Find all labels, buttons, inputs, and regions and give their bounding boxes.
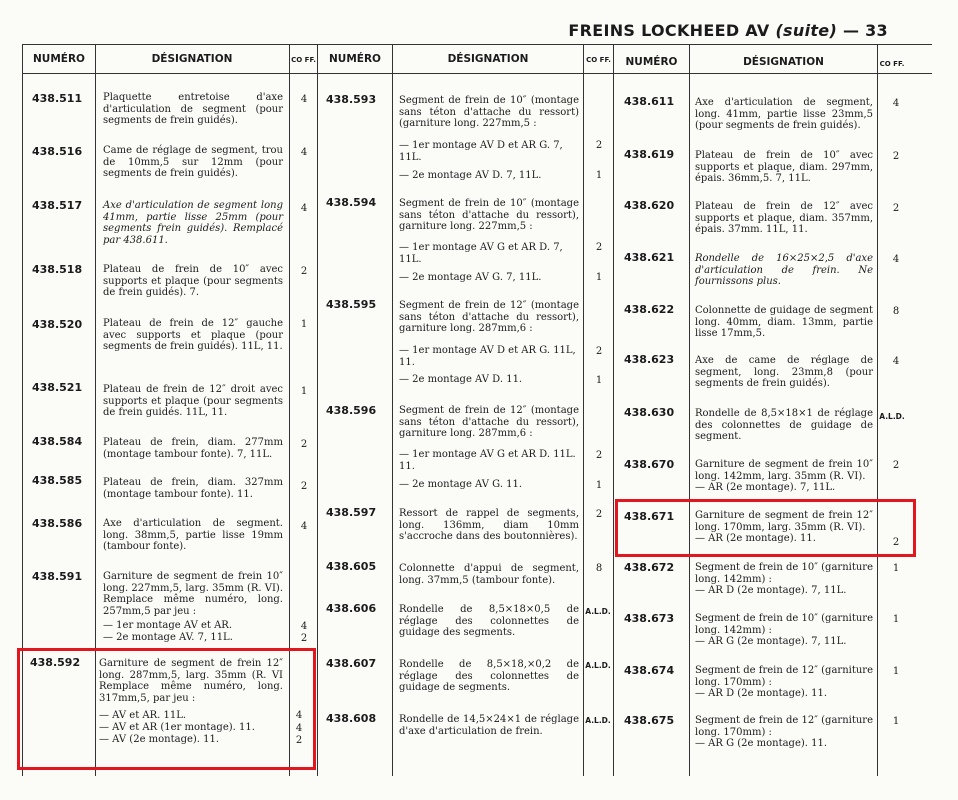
part-sub-line: — 2e montage AV G. 11.	[399, 479, 523, 490]
part-number: 438.516	[32, 145, 83, 158]
part-number: 438.619	[624, 148, 675, 161]
part-coef: 4	[892, 356, 900, 367]
part-coef: A.L.D.	[879, 412, 905, 421]
col3-numero-header: NUMÉRO	[625, 56, 678, 68]
part-coef: 2	[595, 509, 603, 520]
part-description: Plateau de frein, diam. 327mm (montage tambour fonte). 11.	[103, 477, 283, 500]
part-description: Colonnette de guidage de segment long. 40mm, diam. 13mm, partie lisse 17mm,5.	[695, 305, 873, 339]
part-description: Rondelle de 14,5×24×1 de réglage d'axe d'articulation de frein.	[399, 714, 579, 737]
part-number: 438.620	[624, 199, 675, 212]
part-coef: A.L.D.	[585, 607, 611, 616]
part-number: 438.584	[32, 435, 83, 448]
part-coef: 1	[595, 272, 603, 283]
page-title-suite: (suite)	[775, 21, 838, 40]
part-number: 438.518	[32, 263, 83, 276]
part-description: Plateau de frein de 10″ avec supports et plaque, diam. 297mm, épais. 36mm,5. 7, 11L.	[695, 150, 873, 184]
part-sub-line: — 2e montage AV G. 7, 11L.	[399, 272, 542, 283]
part-number: 438.591	[32, 570, 83, 583]
part-coef: 2	[300, 481, 308, 492]
part-description: Segment de frein de 12″ (montage sans téton d'attache du ressort), garniture long. 287mm,6 :	[399, 405, 579, 439]
part-coef: 2	[300, 266, 308, 277]
part-coef: 2	[892, 537, 900, 548]
part-description: Axe d'articulation de segment. long. 38mm,5, partie lisse 19mm (tambour fonte).	[103, 518, 283, 552]
part-number: 438.621	[624, 251, 675, 264]
part-coef: 2	[892, 460, 900, 471]
part-coef: 1	[892, 563, 900, 574]
part-coef: 2	[595, 140, 603, 151]
part-sub-line: — AV (2e montage). 11.	[99, 734, 220, 745]
part-coef: 1	[300, 386, 308, 397]
part-description: Segment de frein de 10″ (montage sans téton d'attache du ressort), garniture long. 227mm,5 :	[399, 198, 579, 232]
part-description: Axe d'articulation de segment, long. 41mm, partie lisse 23mm,5 (pour segments de frein guidés).	[695, 97, 873, 131]
part-description: Plateau de frein de 10″ avec supports et plaque (pour segments de frein guidés). 7.	[103, 264, 283, 298]
part-coef: 4	[892, 98, 900, 109]
part-description: Plateau de frein de 12″ gauche avec supports et plaque (pour segments de frein guidés). 11L, 11.	[103, 318, 283, 352]
part-coef: A.L.D.	[585, 716, 611, 725]
part-number: 438.630	[624, 406, 675, 419]
part-number: 438.586	[32, 517, 83, 530]
col2-designation-header: DÉSIGNATION	[447, 53, 529, 65]
part-number: 438.670	[624, 458, 675, 471]
col1-designation-header: DÉSIGNATION	[151, 53, 233, 65]
part-number: 438.585	[32, 474, 83, 487]
col3-designation-header: DÉSIGNATION	[743, 56, 824, 68]
part-coef: A.L.D.	[585, 661, 611, 670]
part-coef: 1	[892, 666, 900, 677]
part-number: 438.593	[326, 93, 377, 106]
part-sub-line: — AR G (2e montage). 7, 11L.	[695, 636, 847, 647]
part-description: Rondelle de 8,5×18×1 de réglage des colonnettes de guidage de segment.	[695, 408, 873, 442]
part-coef: 2	[595, 450, 603, 461]
part-number: 438.517	[32, 199, 83, 212]
part-coef: 4	[295, 710, 303, 721]
part-coef: 2	[300, 633, 308, 644]
part-description: Axe d'articulation de segment long 41mm, partie lisse 25mm (pour segments frein guidés). Remplacé par 438.611.	[103, 200, 283, 246]
part-description: Colonnette d'appui de segment, long. 37mm,5 (tambour fonte).	[399, 563, 579, 586]
part-sub-line: — 1er montage AV D et AR G. 7, 11L.	[399, 140, 563, 163]
part-description: Garniture de segment de frein 10″ long. 227mm,5, larg. 35mm (R. VI). Remplace même numéro, long. 257mm,5 par jeu :	[103, 571, 283, 617]
part-sub-line: — 2e montage AV. 7, 11L.	[103, 632, 233, 643]
part-coef: 4	[295, 723, 303, 734]
part-number: 438.623	[624, 353, 675, 366]
part-coef: 1	[300, 319, 308, 330]
col-border	[689, 44, 690, 776]
part-number: 438.605	[326, 560, 377, 573]
part-description: Garniture de segment de frein 10″ long. 142mm, larg. 35mm (R. VI).	[695, 459, 873, 482]
part-coef: 2	[300, 439, 308, 450]
part-coef: 2	[892, 151, 900, 162]
part-description: Segment de frein de 12″ (montage sans téton d'attache du ressort), garniture long. 287mm,6 :	[399, 300, 579, 334]
part-description: Segment de frein de 10″ (garniture long. 142mm) :	[695, 562, 873, 585]
part-number: 438.672	[624, 561, 675, 574]
part-description: Plaquette entretoise d'axe d'articulation de segment (pour segments de frein guidés).	[103, 92, 283, 126]
part-sub-line: — 2e montage AV D. 11.	[399, 374, 523, 385]
part-coef: 4	[892, 254, 900, 265]
part-coef: 2	[295, 735, 303, 746]
part-description: Plateau de frein, diam. 277mm (montage tambour fonte). 7, 11L.	[103, 437, 283, 460]
part-number: 438.520	[32, 318, 83, 331]
part-description: Plateau de frein de 12″ droit avec supports et plaque (pour segments de frein guidés. 11L, 11.	[103, 384, 283, 418]
part-sub-line: — AR D (2e montage). 7, 11L.	[695, 585, 847, 596]
part-coef: 2	[595, 346, 603, 357]
part-description: Plateau de frein de 12″ avec supports et plaque, diam. 357mm, épais. 37mm. 11L, 11.	[695, 201, 873, 235]
part-coef: 4	[300, 203, 308, 214]
col-border	[613, 44, 614, 776]
part-description: Garniture de segment de frein 12″ long. 170mm, larg. 35mm (R. VI).	[695, 510, 873, 533]
part-description: Rondelle de 8,5×18×0,5 de réglage des colonnettes de guidage des segments.	[399, 604, 579, 638]
part-sub-line: — AV et AR. 11L.	[99, 710, 187, 721]
part-coef: 2	[892, 203, 900, 214]
part-description: Garniture de segment de frein 12″ long. 287mm,5, larg. 35mm (R. VI Remplace même numéro, long. 317mm,5, par jeu :	[99, 658, 283, 704]
part-description: Segment de frein de 12″ (garniture long. 170mm) :	[695, 665, 873, 688]
part-number: 438.674	[624, 664, 675, 677]
page-title: FREINS LOCKHEED AV	[568, 21, 770, 40]
table-top-border	[22, 44, 932, 45]
part-sub-line: — AR (2e montage). 7, 11L.	[695, 482, 836, 493]
col-border	[392, 44, 393, 776]
part-sub-line: — 1er montage AV D et AR G. 11L, 11.	[399, 345, 576, 368]
part-sub-line: — 1er montage AV et AR.	[103, 620, 233, 631]
part-number: 438.521	[32, 381, 83, 394]
part-number: 438.607	[326, 657, 377, 670]
part-coef: 4	[300, 521, 308, 532]
part-coef: 1	[892, 716, 900, 727]
col2-coef-header: CO FF.	[586, 56, 611, 64]
highlight-box-438-671	[615, 499, 916, 557]
part-number: 438.675	[624, 714, 675, 727]
part-sub-line: — AR D (2e montage). 11.	[695, 688, 828, 699]
col3-coef-header: CO FF.	[879, 60, 905, 68]
part-coef: 8	[595, 563, 603, 574]
page-sep: —	[842, 21, 860, 40]
part-sub-line: — 2e montage AV D. 7, 11L.	[399, 170, 542, 181]
part-coef: 4	[300, 94, 308, 105]
header-bottom-border	[22, 73, 932, 74]
highlight-box-438-592	[17, 648, 316, 770]
col1-numero-header: NUMÉRO	[33, 53, 85, 65]
part-description: Rondelle de 16×25×2,5 d'axe d'articulation de frein. Ne fournissons plus.	[695, 253, 873, 287]
page-header	[568, 21, 888, 40]
part-number: 438.595	[326, 298, 377, 311]
col2-numero-header: NUMÉRO	[329, 53, 381, 65]
part-number: 438.606	[326, 602, 377, 615]
part-number: 438.608	[326, 712, 377, 725]
part-description: Came de réglage de segment, trou de 10mm,5 sur 12mm (pour segments de frein guidés).	[103, 145, 283, 179]
part-description: Segment de frein de 10″ (montage sans téton d'attache du ressort) (garniture long. 227mm,5 :	[399, 95, 579, 129]
part-coef: 4	[300, 147, 308, 158]
col1-coef-header: CO FF.	[291, 56, 316, 64]
part-number: 438.594	[326, 196, 377, 209]
part-coef: 4	[300, 621, 308, 632]
part-number: 438.622	[624, 303, 675, 316]
part-coef: 1	[595, 480, 603, 491]
part-coef: 8	[892, 306, 900, 317]
part-sub-line: — 1er montage AV G et AR D. 7, 11L.	[399, 242, 563, 265]
part-description: Rondelle de 8,5×18,×0,2 de réglage des colonnettes de guidage de segments.	[399, 659, 579, 693]
part-sub-line: — AR (2e montage). 11.	[695, 533, 816, 544]
part-coef: 1	[892, 614, 900, 625]
part-description: Segment de frein de 10″ (garniture long. 142mm) :	[695, 613, 873, 636]
part-number: 438.592	[30, 656, 81, 669]
part-number: 438.671	[624, 510, 675, 523]
page-number: 33	[865, 21, 888, 40]
part-number: 438.611	[624, 95, 675, 108]
part-description: Axe de came de réglage de segment, long. 23mm,8 (pour segments de frein guidés).	[695, 355, 873, 389]
part-description: Ressort de rappel de segments, long. 136mm, diam 10mm s'accroche dans des boutonnières).	[399, 508, 579, 542]
part-sub-line: — AR G (2e montage). 11.	[695, 738, 828, 749]
part-coef: 1	[595, 375, 603, 386]
part-number: 438.511	[32, 92, 83, 105]
part-description: Segment de frein de 12″ (garniture long. 170mm) :	[695, 715, 873, 738]
part-number: 438.673	[624, 612, 675, 625]
part-coef: 2	[595, 242, 603, 253]
part-number: 438.597	[326, 506, 377, 519]
col-border	[877, 44, 878, 776]
part-sub-line: — AV et AR (1er montage). 11.	[99, 722, 255, 733]
part-number: 438.596	[326, 404, 377, 417]
part-sub-line: — 1er montage AV G et AR D. 11L. 11.	[399, 449, 576, 472]
part-coef: 1	[595, 170, 603, 181]
